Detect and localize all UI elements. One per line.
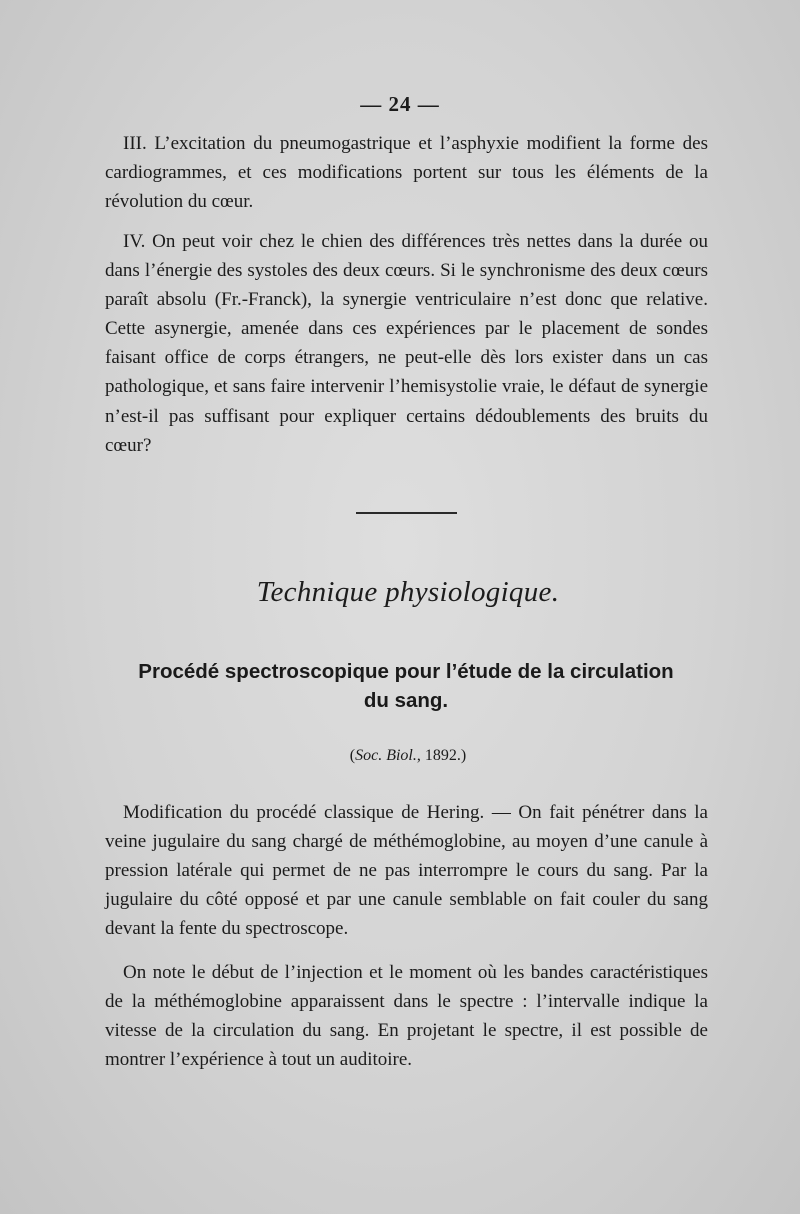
article-title-line-2: du sang. (363, 689, 449, 712)
article-title (112, 657, 700, 715)
citation-open: ( (349, 747, 356, 764)
article-paragraph-2: On note le début de l’injection et le moment où les bandes caractéristiques de la méthémoglobine apparaissent dans le spectre : l’intervalle indique la vitesse de la circulation du sang. En projetant le spectre, il est possible de montrer l’expérience à tout un auditoire. (105, 962, 708, 1071)
section-divider (356, 512, 457, 514)
citation-journal: Soc. Biol. (355, 747, 417, 764)
paragraph-iv: IV. On peut voir chez le chien des différences très nettes dans la durée ou dans l’énergie des systoles des deux cœurs. Si le synchronisme des deux cœurs paraît absolu (Fr.-Franck), la synergie ventriculaire n’est donc que relative. Cette asynergie, amenée dans ces expériences par le placement de sondes faisant office de corps étrangers, ne peut-elle dès lors exister dans un cas pathologique, et sans faire intervenir l’hemisystolie vraie, le défaut de synergie n’est-il pas suffisant pour expliquer certains dédoublements des bruits du cœur? (105, 231, 708, 456)
article-title-line-1: Procédé spectroscopique pour l’étude de la circulation (138, 660, 674, 683)
article-paragraph-1: Modification du procédé classique de Hering. — On fait pénétrer dans la veine jugulaire du sang chargé de méthémoglobine, au moyen d’une canule à pression latérale qui permet de ne pas interrompre le cours du sang. Par la jugulaire du côté opposé et par une canule semblable on fait couler du sang devant la fente du spectroscope. (105, 802, 708, 940)
citation-year: , 1892.) (416, 747, 467, 764)
section-title: Technique physiologique. (256, 576, 560, 608)
article-citation (0, 747, 800, 765)
paragraph-iii: III. L’excitation du pneumogastrique et l’asphyxie modifient la forme des cardiogrammes, et ces modifications portent sur tous les éléments de la révolution du cœur. (105, 133, 708, 213)
page-number: — 24 — (360, 92, 440, 116)
